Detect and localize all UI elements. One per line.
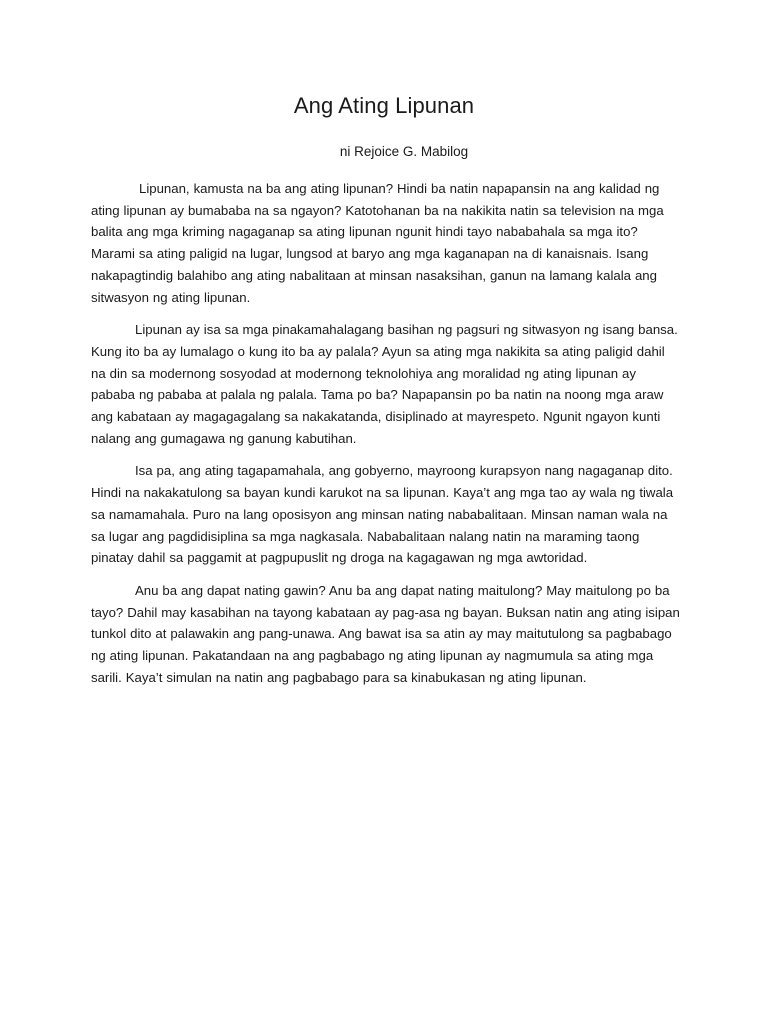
paragraph-3: Isa pa, ang ating tagapamahala, ang gobyerno, mayroong kurapsyon nang nagaganap dito. Hindi na nakakatulong sa bayan kundi karukot na sa lipunan. Kaya’t ang mga tao ay wala ng tiwala sa namamahala. Puro na lang oposisyon ang minsan nating nababalitaan. Minsan naman wala na sa lugar ang pagdidisiplina sa mga nagkasala. Nababalitaan nalang natin na maraming taong pinatay dahil sa paggamit at pagpupuslit ng droga na kagagawan ng mga awtoridad. bbox=[91, 463, 674, 566]
paragraph-2: Lipunan ay isa sa mga pinakamahalagang basihan ng pagsuri ng sitwasyon ng isang bansa. Kung ito ba ay lumalago o kung ito ba ay palala? Ayun sa ating mga nakikita sa ating paligid dahil na din sa modernong sosyodad at modernong teknolohiya ang moralidad ng ating lipunan ay pababa ng pababa at palala ng palala. Tama po ba? Napapansin po ba natin na noong mga araw ang kabataan ay magagagalang sa nakakatanda, disiplinado at mayrespeto. Ngunit ngayon kunti nalang ang gumagawa ng ganung kabutihan. bbox=[91, 322, 678, 446]
document-author: ni Rejoice G. Mabilog bbox=[339, 144, 469, 159]
paragraph-4: Anu ba ang dapat nating gawin? Anu ba ang dapat nating maitulong? May maitulong po ba tayo? Dahil may kasabihan na tayong kabataan ay pag-asa ng bayan. Buksan natin ang ating isipan tunkol dito at palawakin ang pang-unawa. Ang bawat isa sa atin ay may maitutulong sa pagbabago ng ating lipunan. Pakatandaan na ang pagbabago ng ating lipunan ay nagmumula sa ating mga sarili. Kaya’t simulan na natin ang pagbabago para sa kinabukasan ng ating lipunan. bbox=[91, 582, 680, 685]
document-title: Ang Ating Lipunan bbox=[293, 93, 475, 118]
paragraph-1: Lipunan, kamusta na ba ang ating lipunan? Hindi ba natin napapansin na ang kalidad ng ating lipunan ay bumababa na sa ngayon? Katotohanan ba na nakikita natin sa television na mga balita ang mga kriming nagaganap sa ating lipunan ngunit hindi tayo nababahala sa mga ito? Marami sa ating paligid na lugar, lungsod at baryo ang mga kaganapan na di kanaisnais. Isang nakapagtindig balahibo ang ating nabalitaan at minsan nasaksihan, ganun na lamang kalala ang sitwasyon ng ating lipunan. bbox=[91, 181, 664, 305]
document-body bbox=[91, 178, 681, 699]
